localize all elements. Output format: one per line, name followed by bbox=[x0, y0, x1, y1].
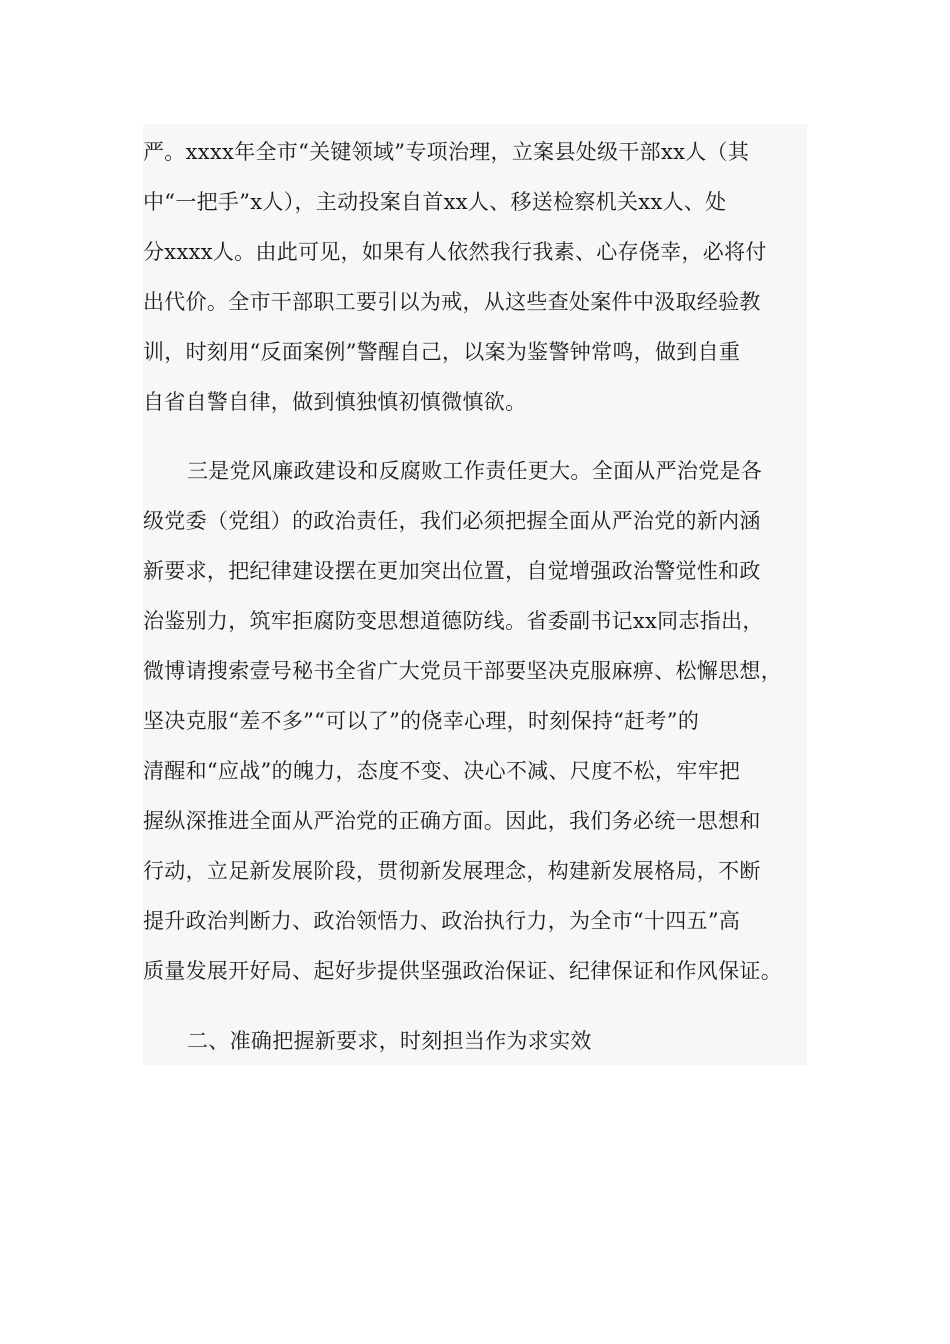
paragraph-line: 训，时刻用“反面案例”警醒自己，以案为鉴警钟常鸣，做到自重 bbox=[143, 340, 741, 364]
paragraph-line: 清醒和“应战”的魄力，态度不变、决心不减、尺度不松，牢牢把 bbox=[143, 759, 741, 783]
paragraph-case-statistics bbox=[143, 127, 807, 427]
paragraph-line: 分xxxx人。由此可见，如果有人依然我行我素、心存侥幸，必将付 bbox=[143, 240, 767, 264]
paragraph-responsibility bbox=[143, 446, 807, 996]
paragraph-line: 质量发展开好局、起好步提供坚强政治保证、纪律保证和作风保证。 bbox=[143, 959, 782, 983]
paragraph-line: 新要求，把纪律建设摆在更加突出位置，自觉增强政治警觉性和政 bbox=[143, 559, 761, 583]
paragraph-line: 三是党风廉政建设和反腐败工作责任更大。全面从严治党是各 bbox=[187, 459, 763, 483]
paragraph-line: 行动，立足新发展阶段，贯彻新发展理念，构建新发展格局，不断 bbox=[143, 859, 761, 883]
section-heading bbox=[143, 1016, 807, 1066]
paragraph-line: 握纵深推进全面从严治党的正确方面。因此，我们务必统一思想和 bbox=[143, 809, 761, 833]
paragraph-line: 坚决克服“差不多”“可以了”的侥幸心理，时刻保持“赶考”的 bbox=[143, 709, 700, 733]
paragraph-line: 治鉴别力，筑牢拒腐防变思想道德防线。省委副书记xx同志指出， bbox=[143, 609, 764, 633]
paragraph-line: 提升政治判断力、政治领悟力、政治执行力，为全市“十四五”高 bbox=[143, 909, 741, 933]
paragraph-line: 出代价。全市干部职工要引以为戒，从这些查处案件中汲取经验教 bbox=[143, 290, 761, 314]
paragraph-line: 严。xxxx年全市“关键领域”专项治理，立案县处级干部xx人（其 bbox=[143, 140, 750, 164]
paragraph-line: 级党委（党组）的政治责任，我们必须把握全面从严治党的新内涵 bbox=[143, 509, 761, 533]
paragraph-line: 微博请搜索壹号秘书全省广大党员干部要坚决克服麻痹、松懈思想， bbox=[143, 659, 782, 683]
section-heading-text: 二、准确把握新要求，时刻担当作为求实效 bbox=[187, 1029, 592, 1053]
paragraph-line: 自省自警自律，做到慎独慎初慎微慎欲。 bbox=[143, 390, 527, 414]
paragraph-line: 中“一把手”x人），主动投案自首xx人、移送检察机关xx人、处 bbox=[143, 190, 727, 214]
document-page bbox=[143, 124, 807, 1065]
